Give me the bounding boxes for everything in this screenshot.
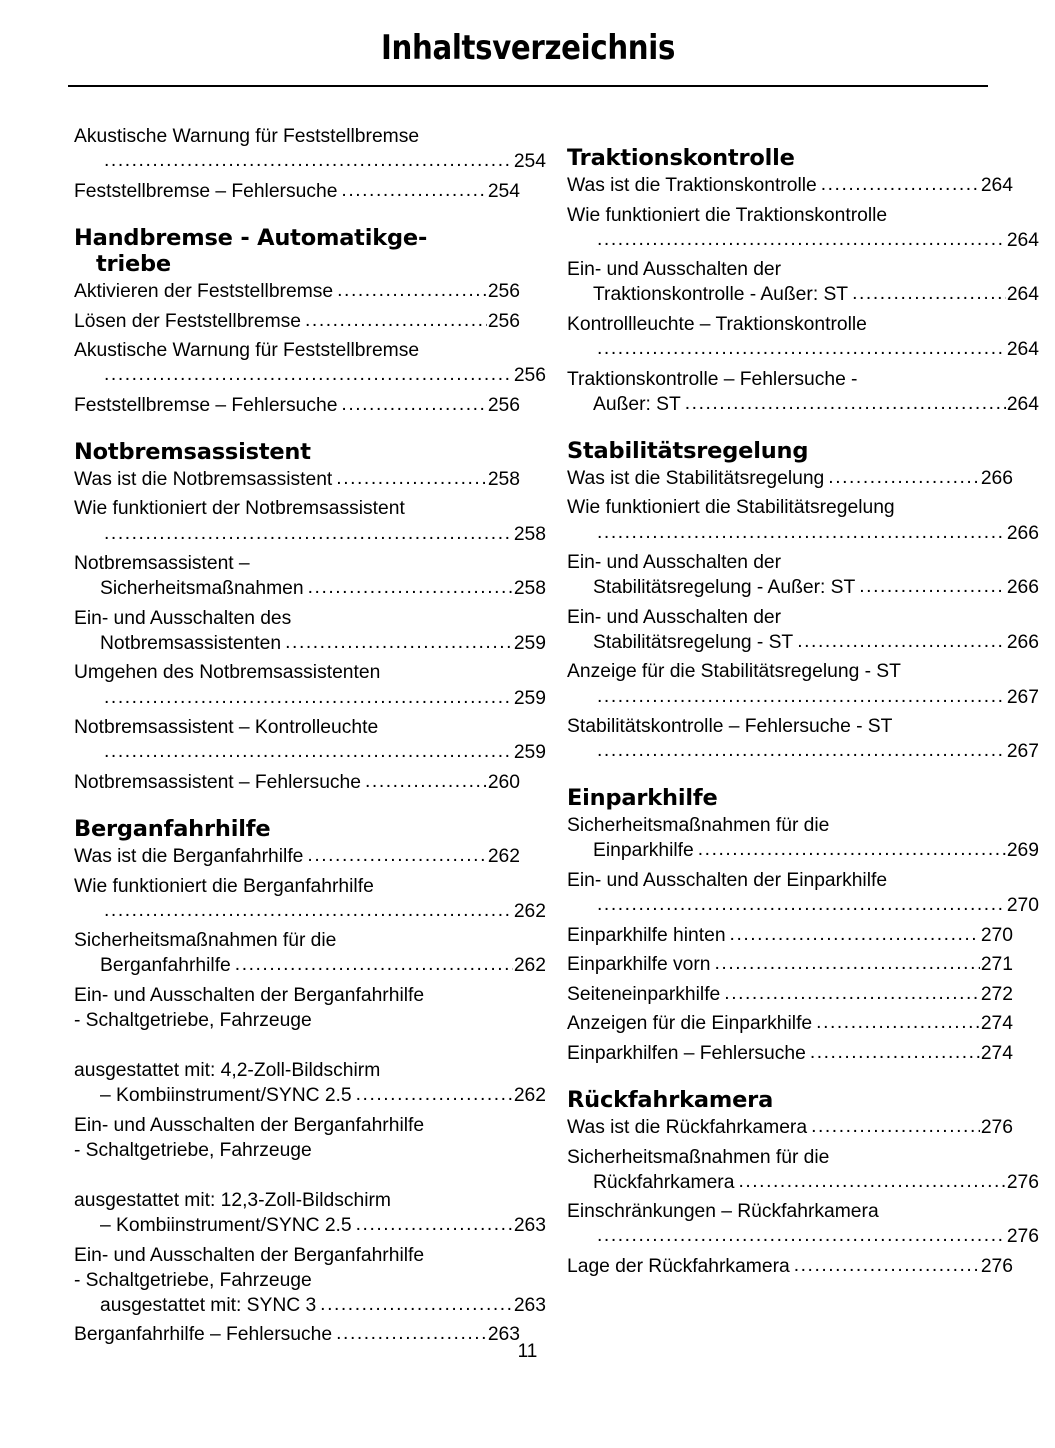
toc-entry-text <box>74 551 520 576</box>
dot-leader <box>341 392 486 417</box>
toc-entry-leader-row <box>74 576 546 601</box>
dot-leader <box>597 336 1006 361</box>
toc-entry[interactable] <box>567 982 1013 1007</box>
dot-leader <box>724 981 980 1006</box>
dot-leader <box>597 227 1006 252</box>
toc-entry[interactable] <box>74 393 520 418</box>
toc-entry-line: Notbremsassistenten <box>100 632 282 654</box>
toc-section-heading-text: Einparkhilfe <box>567 785 718 812</box>
toc-entry[interactable] <box>567 367 1039 417</box>
toc-entry-text <box>74 1243 520 1293</box>
toc-entry-line: Außer: ST <box>593 393 681 415</box>
toc-entry-leader-row <box>74 1293 546 1318</box>
toc-page-number: 266 <box>1006 577 1039 599</box>
toc-page-number: 259 <box>513 687 546 709</box>
toc-section-heading <box>545 438 1013 464</box>
toc-entry-line: Berganfahrhilfe <box>100 955 231 977</box>
toc-entry-line: Einparkhilfen – Fehlersuche <box>567 1042 806 1064</box>
toc-section-heading <box>52 439 520 465</box>
toc-entry-leader-row <box>567 982 1013 1007</box>
toc-entry-line: Traktionskontrolle - Außer: ST <box>593 284 849 306</box>
toc-page-number: 256 <box>487 394 520 416</box>
toc-page-number: 266 <box>980 467 1013 489</box>
toc-entry-line: ausgestattet mit: 12,3-Zoll-Bildschirm <box>74 1189 391 1211</box>
toc-entry-line: Anzeige für die Stabilitätsregelung - ST <box>567 661 901 683</box>
toc-entry-line: Notbremsassistent – Fehlersuche <box>74 771 362 793</box>
toc-entry-leader-row <box>74 309 520 334</box>
toc-entry-text <box>567 1199 1013 1224</box>
toc-page-number: 260 <box>487 771 520 793</box>
dot-leader <box>811 1114 980 1139</box>
toc-section-heading <box>545 145 1013 171</box>
toc-entry-text <box>74 1113 520 1213</box>
toc-entry-leader-row <box>567 739 1039 764</box>
toc-page-number: 274 <box>980 1042 1013 1064</box>
toc-page-number: 258 <box>513 578 546 600</box>
toc-section-heading-text: Notbremsassistent <box>74 438 311 465</box>
toc-page-number: 266 <box>1006 522 1039 544</box>
dot-leader <box>356 1212 513 1237</box>
toc-entry-leader-row <box>567 952 1013 977</box>
toc-entry[interactable] <box>567 203 1039 253</box>
toc-entry-leader-row <box>567 337 1039 362</box>
toc-column-right <box>567 124 1039 1284</box>
toc-entry-leader-row <box>567 1041 1013 1066</box>
toc-page-number: 272 <box>980 983 1013 1005</box>
toc-entry-line: Sicherheitsmaßnahmen für die <box>74 930 337 952</box>
dot-leader <box>285 630 513 655</box>
toc-entry[interactable] <box>567 605 1039 655</box>
toc-entry-leader-row <box>74 279 520 304</box>
toc-entry-leader-row <box>567 228 1039 253</box>
toc-page-number: 269 <box>1006 840 1039 862</box>
toc-page-number: 264 <box>1006 229 1039 251</box>
toc-entry-line: Was ist die Rückfahrkamera <box>567 1117 808 1139</box>
toc-entry-line: Wie funktioniert die Berganfahrhilfe <box>74 875 374 897</box>
toc-entry-line: Akustische Warnung für Feststellbremse <box>74 126 420 147</box>
toc-entry-line: Sicherheitsmaßnahmen für die <box>567 815 830 837</box>
dot-leader <box>104 362 513 387</box>
toc-entry[interactable] <box>567 1041 1013 1066</box>
toc-entry[interactable] <box>567 495 1039 545</box>
toc-entry[interactable] <box>567 1254 1013 1279</box>
toc-page-number: 271 <box>980 954 1013 976</box>
toc-entry-line: Was ist die Traktionskontrolle <box>567 175 817 197</box>
toc-entry-line: Akustische Warnung für Feststellbremse <box>74 340 420 362</box>
toc-section-heading-text: Berganfahrhilfe <box>74 815 271 842</box>
toc-entry-line: ausgestattet mit: 4,2-Zoll-Bildschirm <box>74 1060 381 1082</box>
toc-page-number: 262 <box>513 955 546 977</box>
toc-entry[interactable] <box>74 551 546 601</box>
toc-page-number: 259 <box>513 742 546 764</box>
toc-page-number: 264 <box>1006 284 1039 306</box>
toc-entry[interactable] <box>74 928 546 978</box>
toc-entry-text <box>567 550 1013 575</box>
toc-entry-line: Ein- und Ausschalten der <box>567 259 782 281</box>
toc-section-heading-text: Handbremse - Automatikge- <box>74 224 428 251</box>
toc-entry[interactable] <box>567 714 1039 764</box>
toc-entry-text <box>74 928 520 953</box>
toc-section-heading <box>545 1087 1013 1113</box>
toc-page-number: 262 <box>513 900 546 922</box>
toc-entry-line: Ein- und Ausschalten des <box>74 607 292 629</box>
toc-entry-leader-row <box>567 1224 1039 1249</box>
toc-entry[interactable] <box>74 1113 546 1238</box>
toc-entry[interactable] <box>74 496 546 546</box>
toc-entry[interactable] <box>74 309 520 334</box>
toc-entry-text <box>74 496 520 521</box>
toc-entry-leader-row <box>74 1083 546 1108</box>
toc-section-heading-text: Traktionskontrolle <box>567 145 795 171</box>
toc-entry-leader-row <box>567 521 1039 546</box>
toc-page-number: 270 <box>980 924 1013 946</box>
toc-entry-line: Berganfahrhilfe – Fehlersuche <box>74 1324 333 1346</box>
toc-entry-line: Stabilitätsregelung - Außer: ST <box>593 577 856 599</box>
toc-entry-line: Was ist die Stabilitätsregelung <box>567 467 825 489</box>
toc-entry-leader-row <box>74 953 546 978</box>
toc-entry[interactable] <box>74 983 546 1108</box>
page-folio: 11 <box>517 1341 538 1362</box>
toc-entry-leader-row <box>74 149 546 174</box>
toc-page-number: 256 <box>513 365 546 387</box>
toc-page-number: 267 <box>1006 686 1039 708</box>
toc-entry-leader-row <box>567 1115 1013 1140</box>
toc-entry-line: Aktivieren der Feststellbremse <box>74 280 334 302</box>
toc-entry-line: Wie funktioniert der Notbremsassistent <box>74 498 405 520</box>
toc-entry-line: Feststellbremse – Fehlersuche <box>74 394 338 416</box>
toc-entry-line: Umgehen des Notbremsassistenten <box>74 662 381 684</box>
toc-entry-text <box>74 606 520 631</box>
toc-entry-line: - Schaltgetriebe, Fahrzeuge <box>74 1139 312 1161</box>
toc-entry-leader-row <box>74 363 546 388</box>
toc-entry-line: Ein- und Ausschalten der <box>567 552 782 574</box>
toc-entry-leader-row <box>74 631 546 656</box>
toc-entry[interactable] <box>567 952 1013 977</box>
toc-entry-line: Rückfahrkamera <box>593 1171 735 1193</box>
toc-entry-line: Notbremsassistent – Kontrolleuchte <box>74 717 379 739</box>
dot-leader <box>356 1082 513 1107</box>
toc-entry-leader-row <box>74 522 546 547</box>
dot-leader <box>336 466 487 491</box>
toc-entry[interactable] <box>567 923 1013 948</box>
toc-entry-leader-row <box>74 393 520 418</box>
toc-page-number: 266 <box>1006 631 1039 653</box>
toc-entry-line: Traktionskontrolle – Fehlersuche - <box>567 368 858 390</box>
toc-entry-leader-row <box>74 686 546 711</box>
toc-page-number: 259 <box>513 632 546 654</box>
dot-leader <box>597 684 1006 709</box>
toc-entry-leader-row <box>74 467 520 492</box>
toc-entry-line: Seiteneinparkhilfe <box>567 983 721 1005</box>
toc-entry[interactable] <box>567 257 1039 307</box>
toc-entry-leader-row <box>74 899 546 924</box>
dot-leader <box>698 837 1006 862</box>
toc-entry-text <box>567 714 1013 739</box>
toc-entry-line: Ein- und Ausschalten der <box>567 606 782 628</box>
dot-leader <box>730 922 980 947</box>
toc-entry-leader-row <box>74 740 546 765</box>
toc-page-number: 276 <box>980 1256 1013 1278</box>
dot-leader <box>738 1169 1005 1194</box>
toc-entry[interactable] <box>567 312 1039 362</box>
toc-entry-line: Feststellbremse – Fehlersuche <box>74 180 338 202</box>
toc-page-number: 276 <box>1006 1226 1039 1248</box>
toc-section-heading <box>52 816 520 842</box>
dot-leader <box>797 629 1006 654</box>
toc-page-number: 258 <box>513 523 546 545</box>
toc-entry-line: Stabilitätsregelung - ST <box>593 631 794 653</box>
toc-entry-line: Kontrollleuchte – Traktionskontrolle <box>567 313 867 335</box>
toc-entry[interactable] <box>74 874 546 924</box>
dot-leader <box>828 465 980 490</box>
toc-entry[interactable] <box>567 1199 1039 1249</box>
dot-leader <box>597 520 1006 545</box>
toc-entry-line: Lösen der Feststellbremse <box>74 310 301 332</box>
toc-entry-leader-row <box>567 575 1039 600</box>
toc-entry-leader-row <box>567 923 1013 948</box>
toc-entry[interactable] <box>74 279 520 304</box>
toc-entry-line: Einparkhilfe hinten <box>567 924 726 946</box>
toc-entry-line: Wie funktioniert die Stabilitätsregelung <box>567 497 895 519</box>
dot-leader <box>810 1040 980 1065</box>
dot-leader <box>104 739 513 764</box>
toc-entry-line: Einparkhilfe vorn <box>567 954 711 976</box>
toc-entry[interactable] <box>74 606 546 656</box>
toc-page-number: 254 <box>487 180 520 202</box>
toc-entry[interactable] <box>567 1115 1013 1140</box>
toc-entry[interactable] <box>567 1011 1013 1036</box>
toc-entry[interactable] <box>74 844 520 869</box>
dot-leader <box>365 769 487 794</box>
toc-entry-line: Einschränkungen – Rückfahrkamera <box>567 1201 879 1223</box>
toc-section-heading-text: Stabilitätsregelung <box>567 437 809 464</box>
toc-entry-line: Sicherheitsmaßnahmen für die <box>567 1146 830 1168</box>
toc-page-number: 264 <box>1006 393 1039 415</box>
toc-entry-leader-row <box>74 179 520 204</box>
toc-entry-text <box>567 257 1013 282</box>
dot-leader <box>337 278 487 303</box>
toc-page-number: 264 <box>1006 339 1039 361</box>
toc-page-number: 274 <box>980 1013 1013 1035</box>
toc-page-number: 276 <box>980 1117 1013 1139</box>
toc-entry-leader-row <box>74 1213 546 1238</box>
toc-entry-line: Wie funktioniert die Traktionskontrolle <box>567 204 888 226</box>
toc-entry-text <box>567 203 1013 228</box>
toc-entry-leader-row <box>567 392 1039 417</box>
toc-page-number: 254 <box>513 151 546 173</box>
toc-entry-leader-row <box>567 1011 1013 1036</box>
toc-entry[interactable] <box>567 173 1013 198</box>
toc-entry-text <box>567 605 1013 630</box>
toc-entry-line: Einparkhilfe <box>593 840 694 862</box>
toc-entry-text <box>74 715 520 740</box>
dot-leader <box>859 574 1006 599</box>
toc-entry[interactable] <box>567 813 1039 863</box>
toc-entry-text <box>74 874 520 899</box>
toc-entry-text <box>74 338 520 363</box>
toc-entry-leader-row <box>567 630 1039 655</box>
toc-page-number: 270 <box>1006 895 1039 917</box>
toc-entry[interactable] <box>567 550 1039 600</box>
toc-entry[interactable] <box>74 660 546 710</box>
toc-entry-line: Was ist die Notbremsassistent <box>74 468 333 490</box>
toc-entry-line: Ein- und Ausschalten der Berganfahrhilfe <box>74 984 425 1006</box>
toc-entry-leader-row <box>567 893 1039 918</box>
toc-entry-text <box>567 868 1013 893</box>
dot-leader <box>821 172 980 197</box>
toc-entry-leader-row <box>567 466 1013 491</box>
dot-leader <box>235 952 513 977</box>
toc-page-number: 263 <box>487 1324 520 1346</box>
toc-entry-leader-row <box>567 1254 1013 1279</box>
toc-entry[interactable] <box>567 466 1013 491</box>
toc-entry[interactable] <box>74 1243 546 1318</box>
toc-page-number: 258 <box>487 468 520 490</box>
toc-entry[interactable] <box>74 338 546 388</box>
toc-entry-line: – Kombiinstrument/SYNC 2.5 <box>100 1085 352 1107</box>
toc-entry-text <box>74 660 520 685</box>
dot-leader <box>104 898 513 923</box>
dot-leader <box>307 843 486 868</box>
toc-entry-text <box>567 813 1013 838</box>
toc-page-number: 263 <box>513 1215 546 1237</box>
toc-entry-line: Anzeigen für die Einparkhilfe <box>567 1013 813 1035</box>
toc-entry-leader-row <box>74 844 520 869</box>
dot-leader <box>794 1253 980 1278</box>
toc-entry-text <box>74 124 520 149</box>
toc-entry-leader-row <box>567 838 1039 863</box>
toc-section-heading-continuation: triebe <box>96 250 171 277</box>
toc-page-number: 262 <box>487 845 520 867</box>
toc-section-heading <box>545 785 1013 811</box>
toc-entry-leader-row <box>567 173 1013 198</box>
toc-entry-line: Notbremsassistent – <box>74 553 250 575</box>
toc-page-number: 267 <box>1006 741 1039 763</box>
dot-leader <box>308 575 513 600</box>
toc-entry-text <box>74 983 520 1083</box>
page-title: Inhaltsverzeichnis <box>380 28 676 68</box>
toc-entry-line: Lage der Rückfahrkamera <box>567 1256 790 1278</box>
dot-leader <box>685 391 1006 416</box>
toc-entry-text <box>567 1145 1013 1170</box>
toc-entry-leader-row <box>567 685 1039 710</box>
toc-entry[interactable] <box>567 1145 1039 1195</box>
dot-leader <box>305 308 487 333</box>
toc-entry[interactable] <box>567 868 1039 918</box>
dot-leader <box>816 1010 980 1035</box>
dot-leader <box>104 685 513 710</box>
toc-section-heading <box>52 225 520 277</box>
page-title-block <box>68 28 988 68</box>
toc-entry-leader-row <box>567 282 1039 307</box>
toc-entry-text <box>567 367 1013 392</box>
toc-entry-line: Ein- und Ausschalten der Berganfahrhilfe <box>74 1244 425 1266</box>
toc-entry-line: ausgestattet mit: SYNC 3 <box>100 1294 317 1316</box>
toc-entry[interactable] <box>74 467 520 492</box>
toc-page-number: 256 <box>487 280 520 302</box>
dot-leader <box>715 951 980 976</box>
toc-entry-line: Ein- und Ausschalten der Einparkhilfe <box>567 870 888 891</box>
toc-entry[interactable] <box>74 770 520 795</box>
dot-leader <box>597 892 1006 917</box>
toc-page-number: 276 <box>1006 1171 1039 1193</box>
toc-entry[interactable] <box>74 124 546 174</box>
dot-leader <box>320 1292 513 1317</box>
dot-leader <box>597 738 1006 763</box>
toc-entry-text <box>567 495 1013 520</box>
toc-entry-text <box>567 312 1013 337</box>
dot-leader <box>852 281 1006 306</box>
toc-entry[interactable] <box>74 179 520 204</box>
toc-entry-line: Sicherheitsmaßnahmen <box>100 578 304 600</box>
dot-leader <box>341 178 486 203</box>
toc-page-number: 264 <box>980 175 1013 197</box>
toc-entry-text <box>567 659 1013 684</box>
dot-leader <box>597 1223 1006 1248</box>
toc-page-number: 263 <box>513 1294 546 1316</box>
toc-entry-line: - Schaltgetriebe, Fahrzeuge <box>74 1009 312 1031</box>
toc-page-number: 262 <box>513 1085 546 1107</box>
dot-leader <box>104 521 513 546</box>
toc-section-heading-text: Rückfahrkamera <box>567 1087 774 1114</box>
toc-entry[interactable] <box>74 715 546 765</box>
toc-entry[interactable] <box>567 659 1039 709</box>
toc-entry-line: - Schaltgetriebe, Fahrzeuge <box>74 1269 312 1291</box>
toc-page-number: 256 <box>487 310 520 332</box>
toc-entry-line: – Kombiinstrument/SYNC 2.5 <box>100 1215 352 1237</box>
dot-leader <box>104 148 513 173</box>
toc-entry-line: Stabilitätskontrolle – Fehlersuche - ST <box>567 716 893 738</box>
title-divider <box>68 85 988 87</box>
toc-entry-line: Was ist die Berganfahrhilfe <box>74 845 304 867</box>
toc-entry-leader-row <box>567 1170 1039 1195</box>
toc-entry-line: Ein- und Ausschalten der Berganfahrhilfe <box>74 1114 425 1136</box>
toc-entry-leader-row <box>74 770 520 795</box>
